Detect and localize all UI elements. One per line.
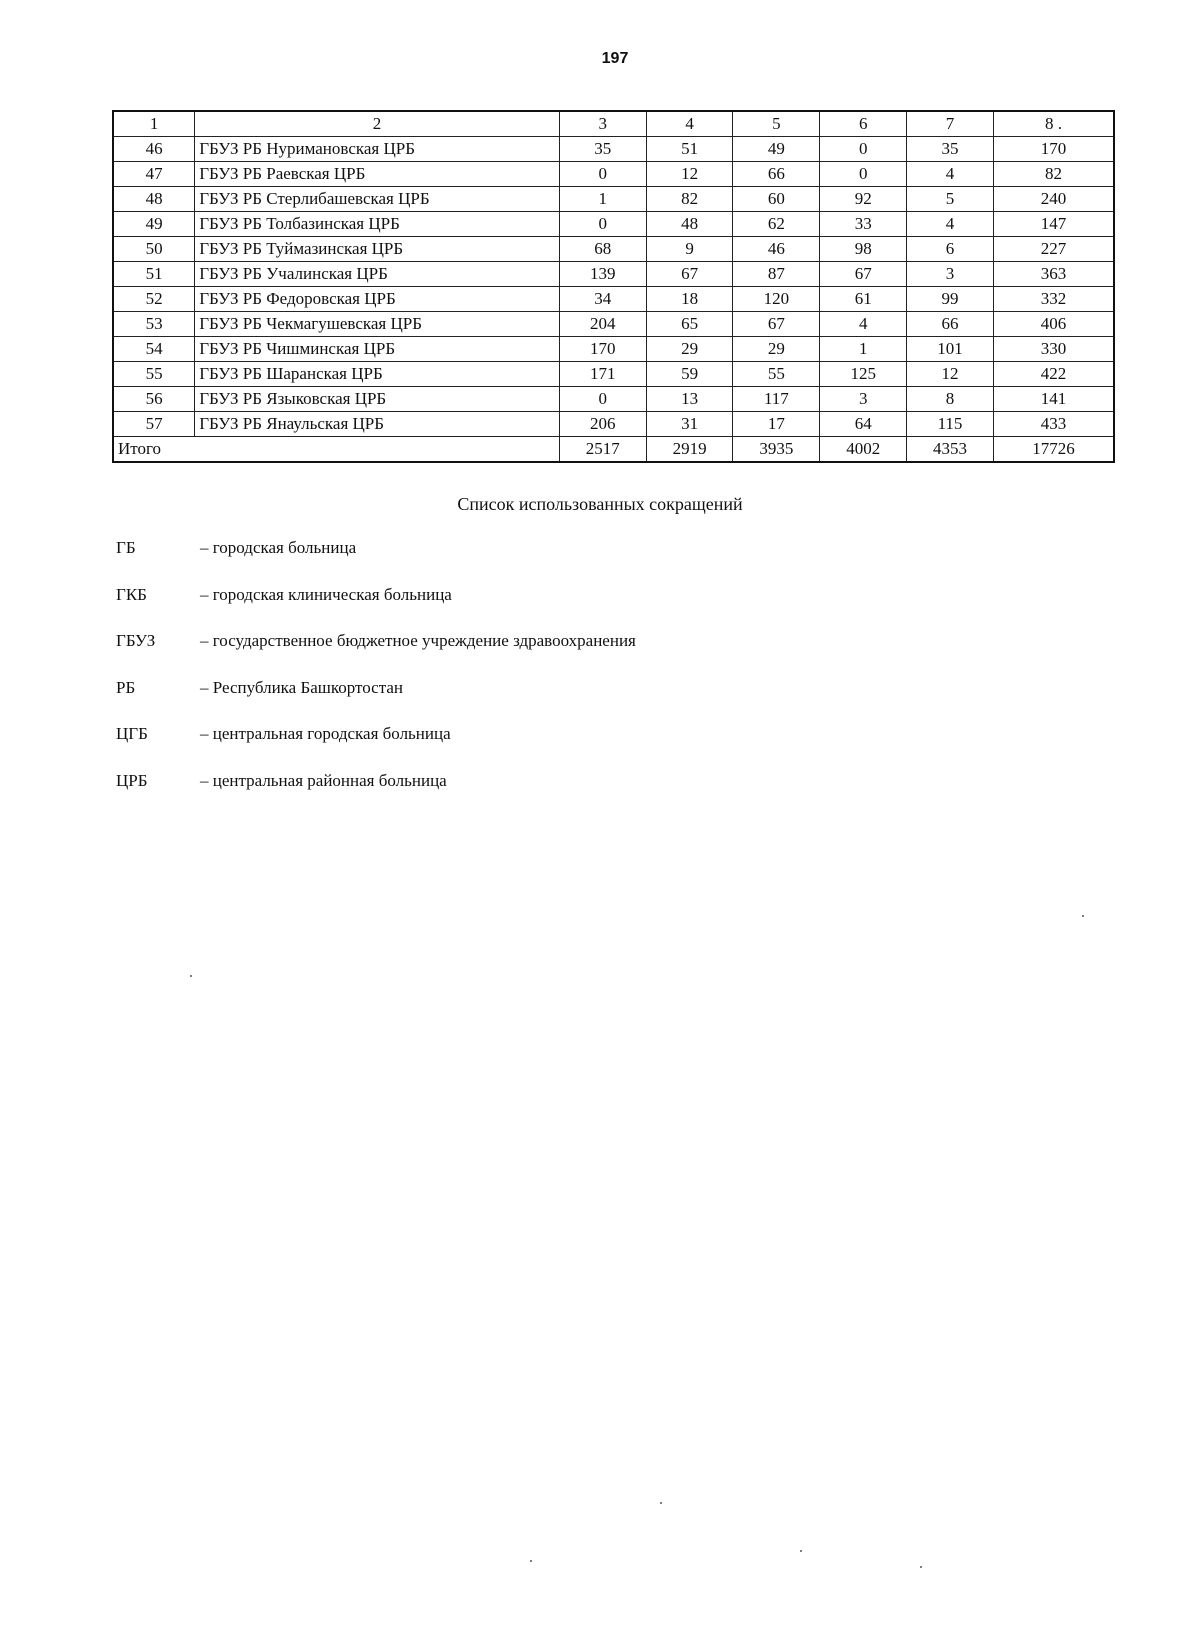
- total-label: Итого: [113, 437, 559, 463]
- header-cell: 4: [646, 111, 733, 137]
- table-cell: 13: [646, 387, 733, 412]
- table-cell: 60: [733, 187, 820, 212]
- table-row: [113, 137, 1114, 162]
- table-cell: 62: [733, 212, 820, 237]
- table-cell: 98: [820, 237, 907, 262]
- abbreviation-definition: – городская клиническая больница: [200, 584, 452, 604]
- total-value-cell: 4002: [820, 437, 907, 463]
- abbreviation-definition: – Республика Башкортостан: [200, 677, 403, 697]
- table-cell: 59: [646, 362, 733, 387]
- table-cell: 120: [733, 287, 820, 312]
- abbreviation-item: [116, 724, 1016, 771]
- table-cell: 12: [907, 362, 994, 387]
- table-row: [113, 287, 1114, 312]
- table-cell: 92: [820, 187, 907, 212]
- institution-name-cell: ГБУЗ РБ Раевская ЦРБ: [195, 162, 560, 187]
- scan-speck: [190, 975, 192, 977]
- table-cell: 51: [113, 262, 195, 287]
- table-cell: 48: [113, 187, 195, 212]
- table-cell: 65: [646, 312, 733, 337]
- institution-name-cell: ГБУЗ РБ Учалинская ЦРБ: [195, 262, 560, 287]
- table-cell: 170: [559, 337, 646, 362]
- page-number: 197: [601, 50, 629, 67]
- table-cell: 35: [559, 137, 646, 162]
- table-cell: 115: [907, 412, 994, 437]
- table-cell: 31: [646, 412, 733, 437]
- institution-name-cell: ГБУЗ РБ Стерлибашевская ЦРБ: [195, 187, 560, 212]
- abbreviation-item: [116, 585, 1016, 632]
- table-cell: 101: [907, 337, 994, 362]
- abbreviation-definition: – центральная районная больница: [200, 770, 447, 790]
- total-value-cell: 3935: [733, 437, 820, 463]
- table-header-row: [113, 111, 1114, 137]
- table-cell: 55: [113, 362, 195, 387]
- table-cell: 0: [820, 137, 907, 162]
- abbreviations-list: [116, 538, 1016, 817]
- total-value-cell: 2919: [646, 437, 733, 463]
- table-cell: 82: [993, 162, 1114, 187]
- table-cell: 9: [646, 237, 733, 262]
- table-cell: 332: [993, 287, 1114, 312]
- table-cell: 17: [733, 412, 820, 437]
- table-total-row: [113, 437, 1114, 463]
- table-cell: 50: [113, 237, 195, 262]
- table-row: [113, 237, 1114, 262]
- table-cell: 66: [907, 312, 994, 337]
- table-cell: 49: [733, 137, 820, 162]
- table-cell: 34: [559, 287, 646, 312]
- scan-speck: [920, 1566, 922, 1568]
- table-cell: 141: [993, 387, 1114, 412]
- table-cell: 67: [820, 262, 907, 287]
- abbreviation-key: ЦГБ: [116, 724, 148, 743]
- abbreviation-definition: – центральная городская больница: [200, 724, 451, 743]
- table-cell: 99: [907, 287, 994, 312]
- table-cell: 406: [993, 312, 1114, 337]
- header-cell: 1: [113, 111, 195, 137]
- table-cell: 47: [113, 162, 195, 187]
- institution-name-cell: ГБУЗ РБ Федоровская ЦРБ: [195, 287, 560, 312]
- institution-name-cell: ГБУЗ РБ Нуримановская ЦРБ: [195, 137, 560, 162]
- table-cell: 67: [733, 312, 820, 337]
- table-cell: 29: [733, 337, 820, 362]
- header-cell: 5: [733, 111, 820, 137]
- header-cell: 8 .: [993, 111, 1114, 137]
- table-cell: 204: [559, 312, 646, 337]
- table-cell: 66: [733, 162, 820, 187]
- table-cell: 8: [907, 387, 994, 412]
- total-value-cell: 17726: [993, 437, 1114, 463]
- scan-speck: [530, 1560, 532, 1562]
- abbreviation-item: [116, 538, 1016, 585]
- table-cell: 171: [559, 362, 646, 387]
- table-body: [113, 111, 1114, 462]
- total-value-cell: 2517: [559, 437, 646, 463]
- table-cell: 422: [993, 362, 1114, 387]
- table-cell: 87: [733, 262, 820, 287]
- table-cell: 49: [113, 212, 195, 237]
- header-cell: 7: [907, 111, 994, 137]
- abbreviation-item: [116, 771, 1016, 818]
- abbreviation-key: ГБ: [116, 538, 136, 557]
- header-cell: 2: [195, 111, 560, 137]
- institution-name-cell: ГБУЗ РБ Чекмагушевская ЦРБ: [195, 312, 560, 337]
- abbreviation-key: РБ: [116, 677, 136, 697]
- abbreviation-item: [116, 631, 1016, 678]
- table-cell: 363: [993, 262, 1114, 287]
- table-cell: 68: [559, 237, 646, 262]
- abbreviation-key: ГКБ: [116, 584, 147, 604]
- institution-name-cell: ГБУЗ РБ Толбазинская ЦРБ: [195, 212, 560, 237]
- table-cell: 3: [820, 387, 907, 412]
- table-cell: 46: [113, 137, 195, 162]
- table-cell: 54: [113, 337, 195, 362]
- abbreviation-definition: – городская больница: [200, 538, 357, 557]
- table-cell: 82: [646, 187, 733, 212]
- table-cell: 4: [820, 312, 907, 337]
- table-row: [113, 262, 1114, 287]
- table-cell: 35: [907, 137, 994, 162]
- abbreviation-definition: – государственное бюджетное учреждение здравоохранения: [200, 631, 636, 650]
- table-cell: 5: [907, 187, 994, 212]
- table-cell: 170: [993, 137, 1114, 162]
- table-cell: 29: [646, 337, 733, 362]
- institution-name-cell: ГБУЗ РБ Чишминская ЦРБ: [195, 337, 560, 362]
- table-cell: 330: [993, 337, 1114, 362]
- table-cell: 0: [559, 387, 646, 412]
- scan-speck: [1082, 915, 1084, 917]
- table-row: [113, 412, 1114, 437]
- scan-speck: [660, 1502, 662, 1504]
- header-cell: 6: [820, 111, 907, 137]
- table-cell: 117: [733, 387, 820, 412]
- table-row: [113, 162, 1114, 187]
- table-cell: 67: [646, 262, 733, 287]
- table-cell: 18: [646, 287, 733, 312]
- table-cell: 48: [646, 212, 733, 237]
- table-cell: 56: [113, 387, 195, 412]
- institution-name-cell: ГБУЗ РБ Янаульская ЦРБ: [195, 412, 560, 437]
- abbreviation-item: [116, 678, 1016, 725]
- table-cell: 1: [820, 337, 907, 362]
- table-cell: 57: [113, 412, 195, 437]
- table-cell: 227: [993, 237, 1114, 262]
- table-cell: 61: [820, 287, 907, 312]
- table-cell: 55: [733, 362, 820, 387]
- total-value-cell: 4353: [907, 437, 994, 463]
- table-cell: 46: [733, 237, 820, 262]
- table-row: [113, 212, 1114, 237]
- table-cell: 52: [113, 287, 195, 312]
- table-cell: 1: [559, 187, 646, 212]
- institution-name-cell: ГБУЗ РБ Шаранская ЦРБ: [195, 362, 560, 387]
- table-row: [113, 312, 1114, 337]
- institution-name-cell: ГБУЗ РБ Туймазинская ЦРБ: [195, 237, 560, 262]
- hospital-statistics-table: [112, 110, 1115, 463]
- table-cell: 12: [646, 162, 733, 187]
- table-cell: 6: [907, 237, 994, 262]
- table-cell: 0: [820, 162, 907, 187]
- table-row: [113, 337, 1114, 362]
- scan-speck: [800, 1550, 802, 1552]
- abbreviations-title: Список использованных сокращений: [457, 494, 743, 514]
- table-cell: 139: [559, 262, 646, 287]
- table-cell: 0: [559, 162, 646, 187]
- abbreviation-key: ГБУЗ: [116, 631, 156, 650]
- table-cell: 206: [559, 412, 646, 437]
- table-row: [113, 187, 1114, 212]
- table-cell: 125: [820, 362, 907, 387]
- table-cell: 3: [907, 262, 994, 287]
- table-cell: 433: [993, 412, 1114, 437]
- table-cell: 0: [559, 212, 646, 237]
- institution-name-cell: ГБУЗ РБ Языковская ЦРБ: [195, 387, 560, 412]
- table-cell: 64: [820, 412, 907, 437]
- table-cell: 53: [113, 312, 195, 337]
- table-row: [113, 362, 1114, 387]
- table-cell: 33: [820, 212, 907, 237]
- table-cell: 147: [993, 212, 1114, 237]
- table-cell: 240: [993, 187, 1114, 212]
- table-cell: 51: [646, 137, 733, 162]
- table-cell: 4: [907, 162, 994, 187]
- abbreviation-key: ЦРБ: [116, 770, 148, 790]
- header-cell: 3: [559, 111, 646, 137]
- table-cell: 4: [907, 212, 994, 237]
- table-row: [113, 387, 1114, 412]
